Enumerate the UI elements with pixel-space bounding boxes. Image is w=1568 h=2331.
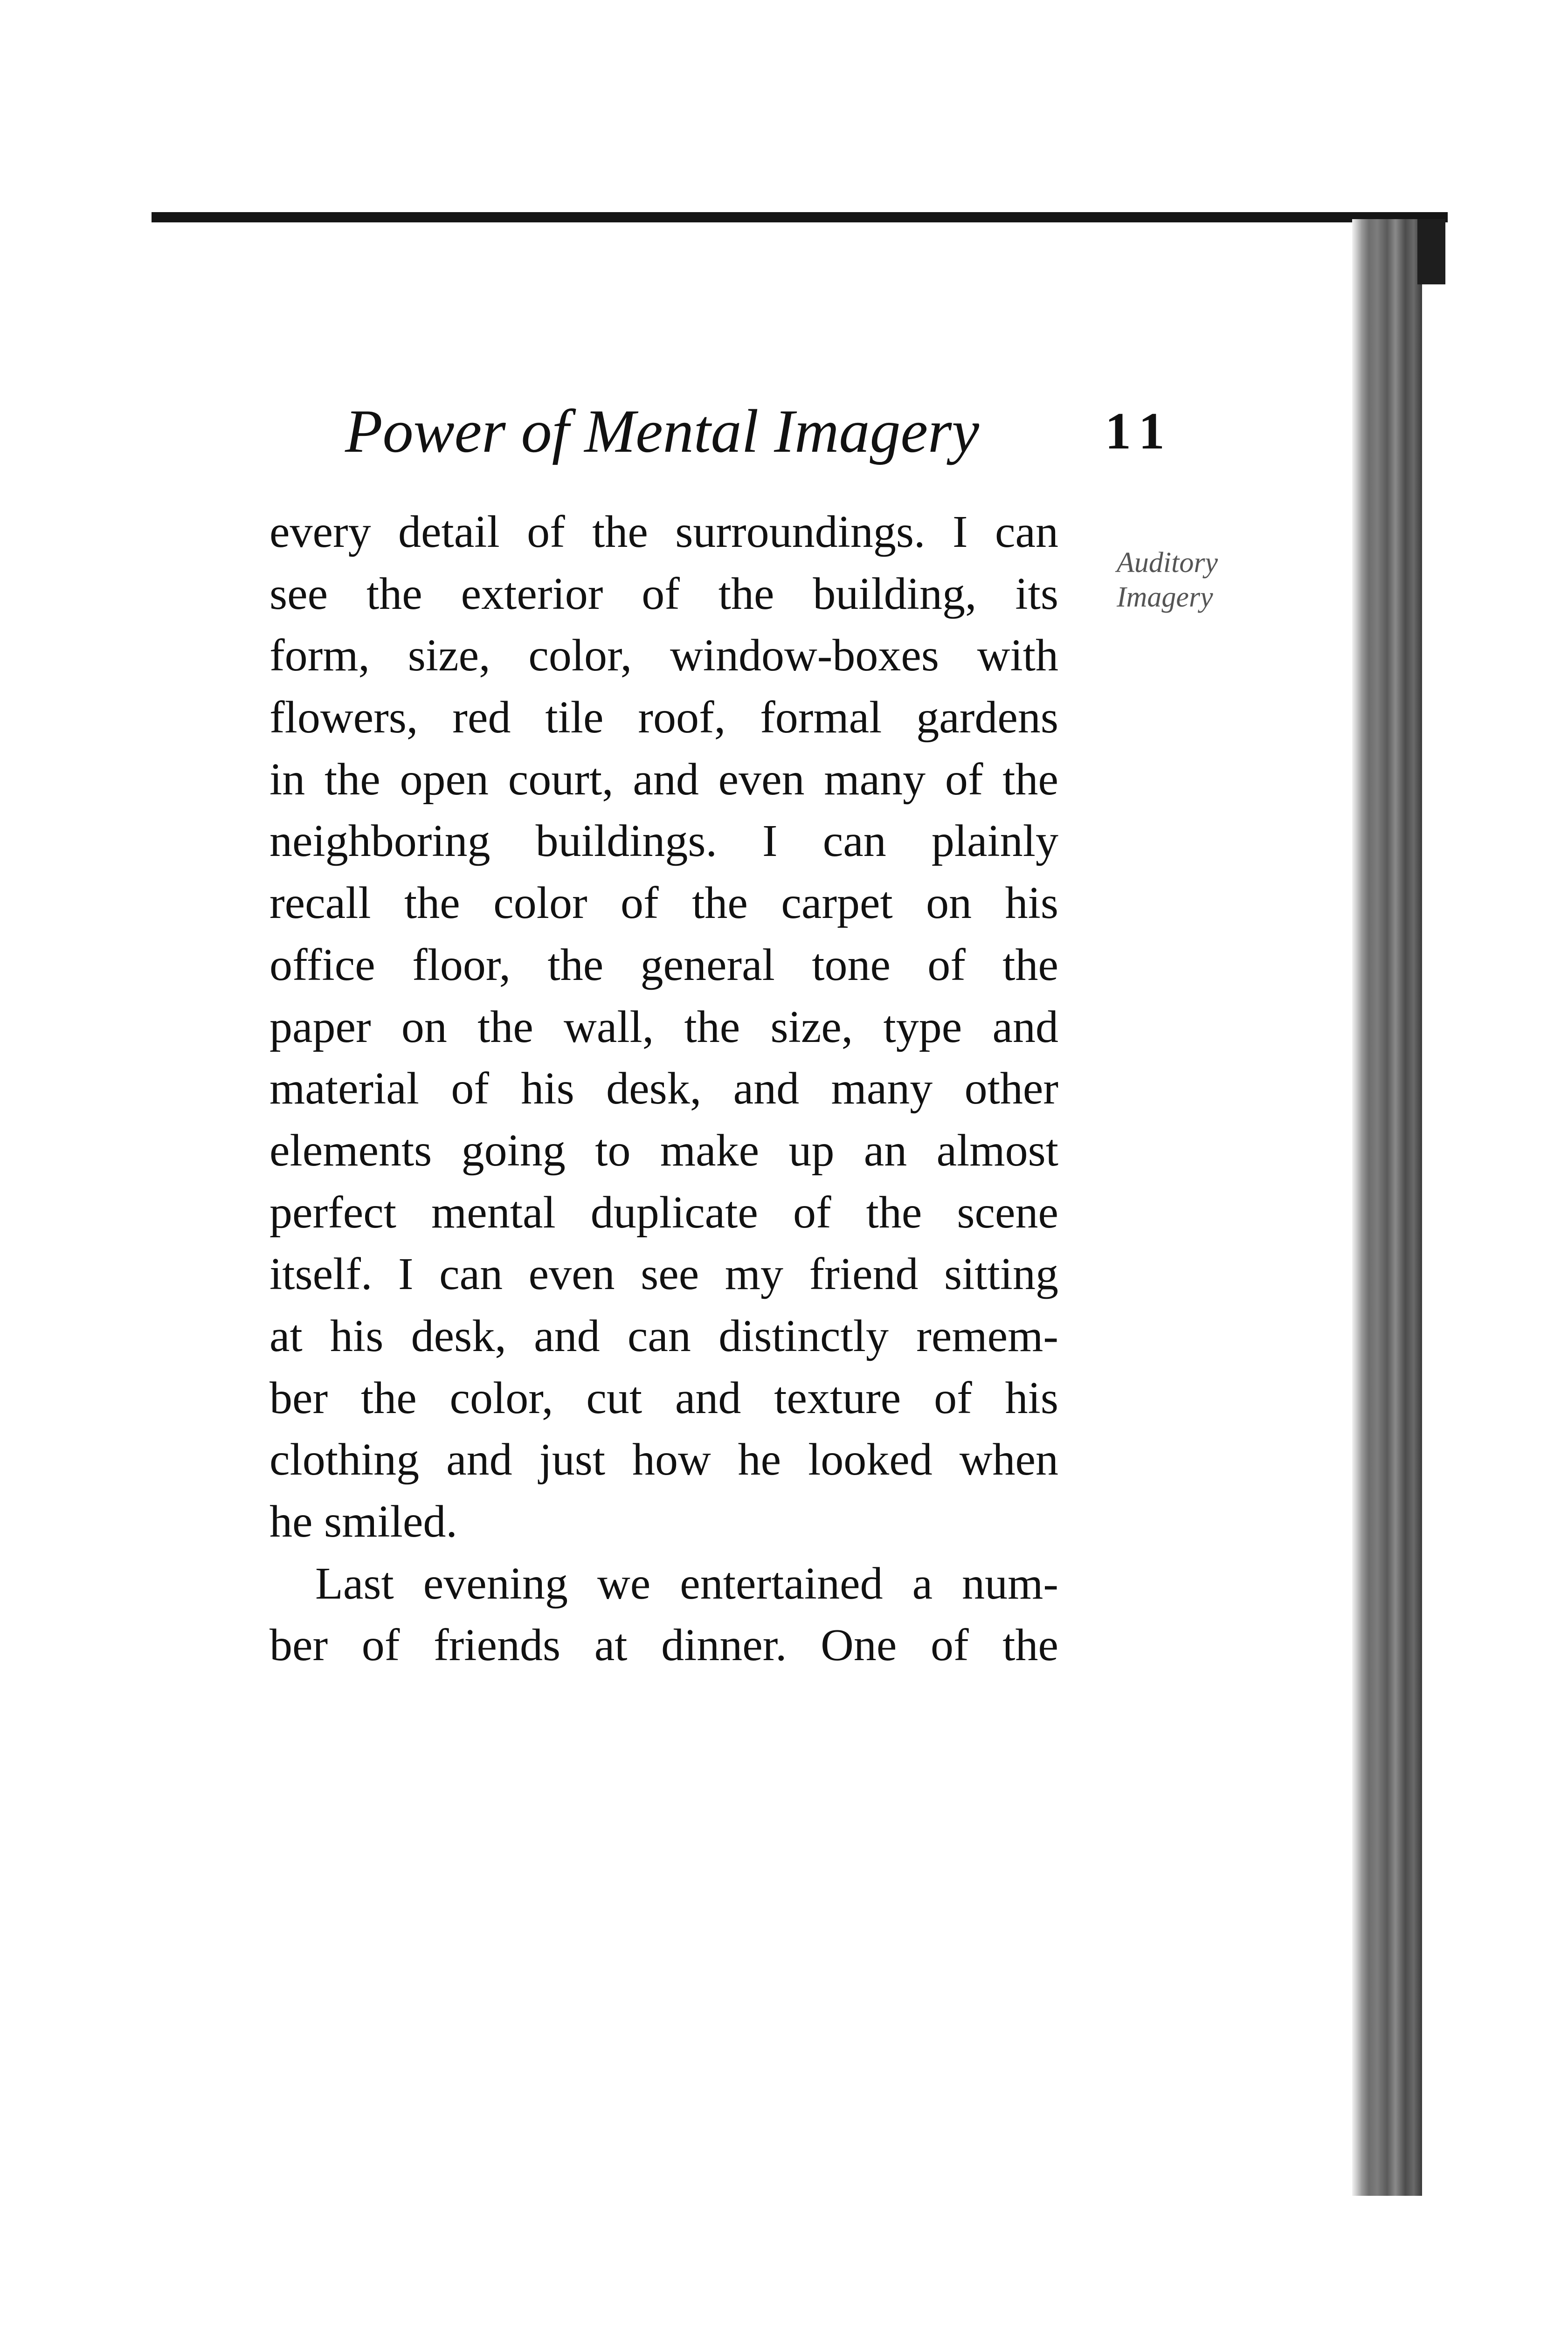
book-spine-corner: [1417, 219, 1445, 284]
text-line: he smiled.: [269, 1497, 457, 1547]
text-line: itself. I can even see my friend sitting: [269, 1249, 1058, 1300]
text-line: at his desk, and can distinctly remem-: [269, 1310, 1058, 1361]
text-line: elements going to make up an almost: [269, 1125, 1058, 1176]
paragraph: [269, 1553, 1058, 1676]
text-line: see the exterior of the building, its: [269, 568, 1058, 619]
text-line: every detail of the surroundings. I can: [269, 507, 1058, 557]
running-title: Power of Mental Imagery: [345, 397, 980, 465]
paragraph: [269, 501, 1058, 1553]
page-header: [345, 399, 1240, 464]
top-rule: [152, 212, 1448, 222]
page-number: 11: [1105, 402, 1175, 460]
text-line: ber the color, cut and texture of his: [269, 1372, 1058, 1423]
text-line: recall the color of the carpet on his: [269, 878, 1058, 929]
text-line: material of his desk, and many other: [269, 1063, 1058, 1114]
text-line: flowers, red tile roof, formal gardens: [269, 692, 1058, 743]
marginal-note: [1117, 545, 1271, 614]
text-line: neighboring buildings. I can plainly: [269, 816, 1058, 867]
marginal-note-line: Imagery: [1117, 581, 1213, 613]
text-line: perfect mental duplicate of the scene: [269, 1187, 1058, 1238]
body-text: [269, 501, 1058, 1676]
text-line: form, size, color, window-boxes with: [269, 630, 1058, 681]
text-line: ber of friends at dinner. One of the: [269, 1620, 1058, 1671]
text-line: clothing and just how he looked when: [269, 1434, 1058, 1485]
marginal-note-line: Auditory: [1117, 547, 1218, 579]
text-line: Last evening we entertained a num-: [315, 1558, 1058, 1609]
book-spine-edge: [1352, 219, 1422, 2196]
text-line: in the open court, and even many of the: [269, 754, 1058, 805]
text-line: office floor, the general tone of the: [269, 939, 1058, 990]
text-line: paper on the wall, the size, type and: [269, 1001, 1058, 1052]
